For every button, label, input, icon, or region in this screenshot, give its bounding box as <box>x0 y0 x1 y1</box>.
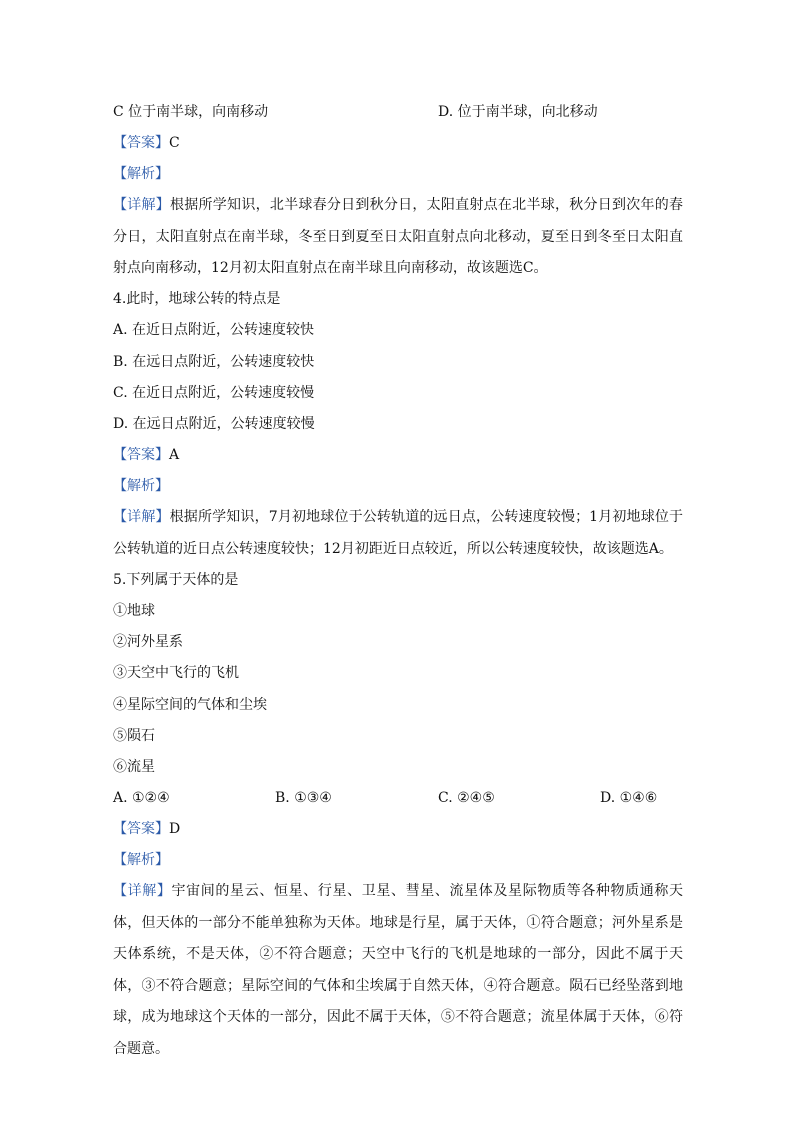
q5-item-4: ④星际空间的气体和尘埃 <box>113 697 267 713</box>
answer-tag: 【答案】 <box>113 135 169 151</box>
detail-tag: 【详解】 <box>113 509 170 525</box>
q4-option-b: B. 在远日点附近，公转速度较快 <box>113 354 315 370</box>
q4-detail <box>113 502 683 565</box>
q5-option-d: D. ①④⑥ <box>600 790 658 806</box>
prev-analysis-tag: 【解析】 <box>113 166 169 182</box>
detail-text: 根据所学知识，7月初地球位于公转轨道的远日点，公转速度较慢；1月初地球位于公转轨道的近日点公转速度较快；12月初距近日点较近，所以公转速度较快，故该题选A。 <box>113 509 684 557</box>
q5-item-3: ③天空中飞行的飞机 <box>113 665 239 681</box>
answer-value: C <box>169 135 180 151</box>
detail-tag: 【详解】 <box>113 883 172 899</box>
detail-text: 宇宙间的星云、恒星、行星、卫星、彗星、流星体及星际物质等各种物质通称天体，但天体的一部分不能单独称为天体。地球是行星，属于天体，①符合题意；河外星系是天体系统，不是天体，②不符合题意；天空中飞行的飞机是地球的一部分，因此不属于天体，③不符合题意；星际空间的气体和尘埃属于自然天体，④符合题意。陨石已经坠落到地球，成为地球这个天体的一部分，因此不属于天体，⑤不符合题意；流星体属于天体，⑥符合题意。 <box>113 883 684 1057</box>
q4-stem: 4.此时，地球公转的特点是 <box>113 291 281 307</box>
q5-option-b: B. ①③④ <box>275 790 332 806</box>
q5-item-2: ②河外星系 <box>113 634 183 650</box>
q5-stem: 5.下列属于天体的是 <box>113 572 239 588</box>
prev-option-c: C 位于南半球，向南移动 <box>113 104 269 120</box>
q4-option-a: A. 在近日点附近，公转速度较快 <box>113 322 315 338</box>
q5-option-a: A. ①②④ <box>113 790 170 806</box>
answer-tag: 【答案】 <box>113 821 169 837</box>
q4-answer <box>113 447 179 463</box>
q4-analysis-tag: 【解析】 <box>113 478 169 494</box>
answer-tag: 【答案】 <box>113 447 169 463</box>
q5-item-5: ⑤陨石 <box>113 728 155 744</box>
q4-option-c: C. 在近日点附近，公转速度较慢 <box>113 385 315 401</box>
answer-value: D <box>169 821 181 837</box>
q5-item-1: ①地球 <box>113 603 155 619</box>
q5-answer <box>113 821 180 837</box>
q4-option-d: D. 在远日点附近，公转速度较慢 <box>113 416 315 432</box>
q5-option-c: C. ②④⑤ <box>438 790 495 806</box>
q5-analysis-tag: 【解析】 <box>113 852 169 868</box>
q5-detail <box>113 876 683 1065</box>
answer-value: A <box>169 447 180 463</box>
detail-text: 根据所学知识，北半球春分日到秋分日，太阳直射点在北半球，秋分日到次年的春分日，太阳直射点在南半球，冬至日到夏至日太阳直射点向北移动，夏至日到冬至日太阳直射点向南移动，12月初太阳直射点在南半球且向南移动，故该题选C。 <box>113 197 684 276</box>
prev-detail <box>113 190 683 285</box>
prev-answer <box>113 135 180 151</box>
q5-item-6: ⑥流星 <box>113 759 155 775</box>
prev-option-d: D. 位于南半球，向北移动 <box>438 104 598 120</box>
detail-tag: 【详解】 <box>113 197 171 213</box>
